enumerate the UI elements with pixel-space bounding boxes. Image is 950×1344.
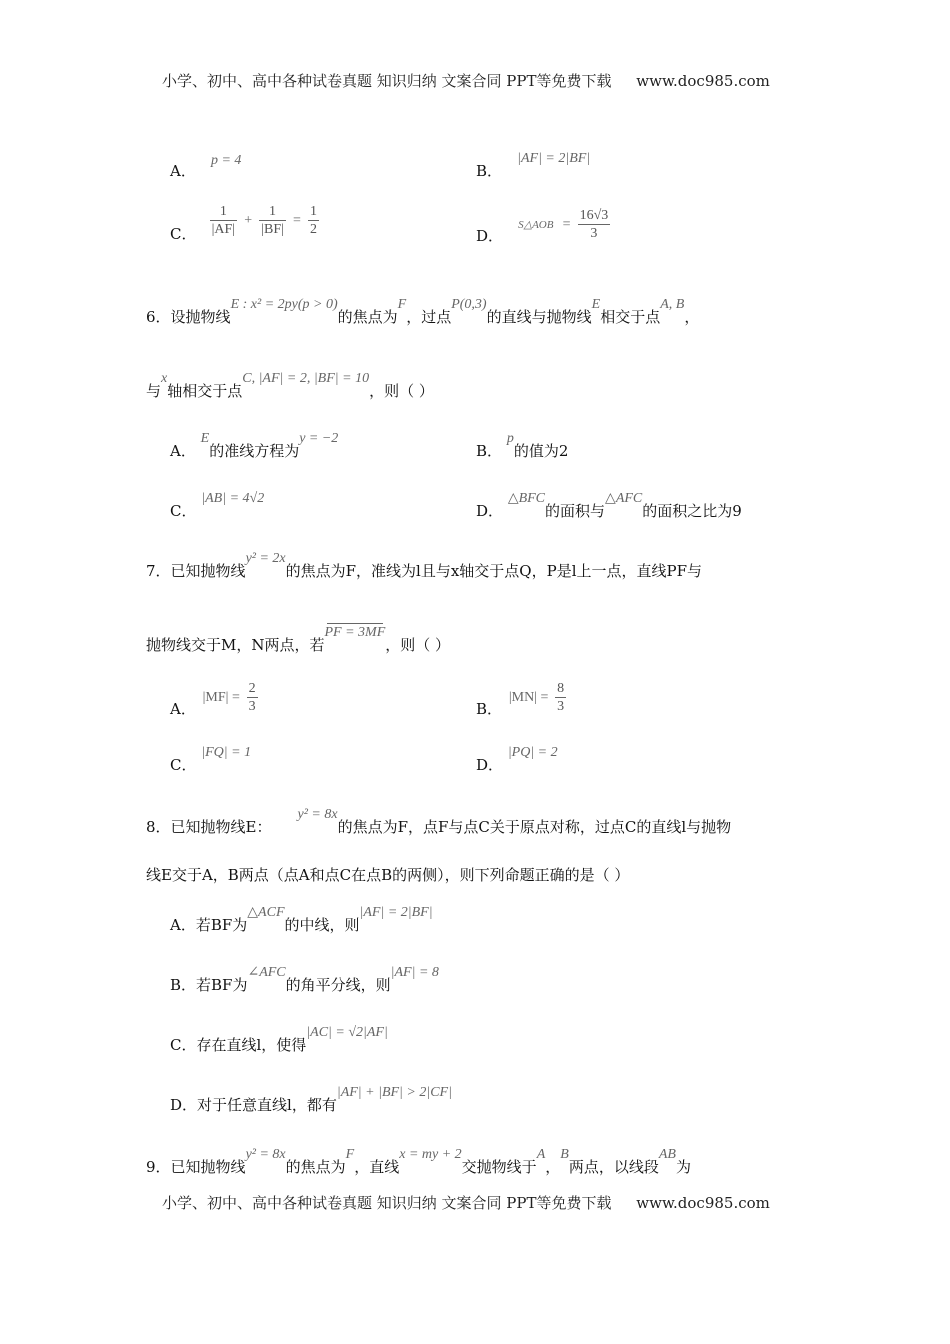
math: △AFC bbox=[605, 491, 643, 506]
q8-option-a bbox=[170, 900, 433, 934]
math: C, |AF| = 2, |BF| = 10 bbox=[242, 371, 370, 386]
q6-line-1 bbox=[146, 292, 700, 326]
text: ， bbox=[684, 308, 700, 326]
text: 的面积与 bbox=[545, 502, 606, 520]
option-label: D． bbox=[170, 1096, 198, 1114]
vector-equation: PF = 3MF bbox=[324, 625, 386, 640]
math: E bbox=[200, 431, 210, 446]
math: |MF| = bbox=[202, 689, 240, 705]
equals-sign: = bbox=[562, 216, 571, 232]
math: y² = 2x bbox=[245, 551, 286, 566]
option-label: A． bbox=[170, 162, 196, 180]
math: |AB| = 4√2 bbox=[201, 491, 265, 506]
option-label: A． bbox=[170, 442, 196, 460]
math: x = my + 2 bbox=[399, 1147, 462, 1162]
option-label: C． bbox=[170, 1036, 197, 1054]
text: ，直线 bbox=[354, 1158, 400, 1176]
option-label: B． bbox=[476, 699, 503, 718]
option-label: A． bbox=[170, 916, 196, 934]
q7-option-c bbox=[170, 740, 252, 774]
q5-option-a bbox=[170, 148, 242, 180]
fraction bbox=[578, 207, 611, 242]
text: 的焦点为F，准线为l且与x轴交于点Q，P是l上一点，直线PF与 bbox=[285, 562, 702, 580]
q7-option-b bbox=[476, 680, 566, 718]
question-number: 8． bbox=[146, 818, 171, 836]
text: 设抛物线 bbox=[170, 308, 231, 326]
math: AB bbox=[658, 1147, 676, 1162]
text: 的焦点为F，点F与点C关于原点对称，过点C的直线l与抛物 bbox=[337, 818, 732, 836]
plus-sign: + bbox=[244, 212, 253, 228]
footer-url: www.doc985.com bbox=[636, 1194, 770, 1212]
option-label: B． bbox=[476, 442, 503, 460]
text: 的角平分线，则 bbox=[285, 976, 391, 994]
q8-option-b bbox=[170, 960, 439, 994]
math: y = −2 bbox=[299, 431, 339, 446]
q6-option-d bbox=[476, 486, 742, 520]
text: 与 bbox=[146, 382, 162, 400]
numerator: 8 bbox=[557, 681, 565, 696]
option-label: D． bbox=[476, 502, 504, 520]
fraction bbox=[247, 680, 258, 715]
math: |AF| = 2|BF| bbox=[359, 905, 433, 920]
fraction bbox=[259, 203, 286, 238]
q7-option-d bbox=[476, 740, 558, 774]
numerator: 1 bbox=[259, 203, 286, 221]
text: 的准线方程为 bbox=[209, 442, 300, 460]
math: E : x² = 2py(p > 0) bbox=[230, 297, 338, 312]
text: 若BF为 bbox=[196, 976, 248, 994]
q5-option-c bbox=[170, 203, 319, 243]
fraction bbox=[210, 203, 238, 238]
text: 两点，以线段 bbox=[568, 1158, 659, 1176]
text: ，过点 bbox=[406, 308, 452, 326]
denominator: |BF| bbox=[261, 222, 284, 237]
q5-option-b bbox=[476, 146, 591, 180]
question-number: 7． bbox=[146, 562, 171, 580]
math: y² = 8x bbox=[297, 807, 338, 822]
text: 为 bbox=[675, 1158, 691, 1176]
q8-line-2: 线E交于A，B两点（点A和点C在点B的两侧），则下列命题正确的是（ ） bbox=[146, 866, 630, 884]
q5-option-d bbox=[476, 207, 610, 245]
text: 的中线，则 bbox=[284, 916, 360, 934]
text: 已知抛物线E： bbox=[170, 818, 272, 836]
header-url: www.doc985.com bbox=[636, 72, 770, 90]
math: |AF| + |BF| > 2|CF| bbox=[336, 1085, 452, 1100]
text: 交抛物线于 bbox=[461, 1158, 537, 1176]
denominator: 3 bbox=[557, 699, 565, 714]
footer-text: 小学、初中、高中各种试卷真题 知识归纳 文案合同 PPT等免费下载 bbox=[162, 1194, 612, 1212]
text: 已知抛物线 bbox=[170, 562, 246, 580]
header-text: 小学、初中、高中各种试卷真题 知识归纳 文案合同 PPT等免费下载 bbox=[162, 72, 612, 90]
text: ， bbox=[545, 1158, 561, 1176]
q8-option-d bbox=[170, 1080, 452, 1114]
math: A bbox=[536, 1147, 546, 1162]
header bbox=[162, 70, 770, 91]
math: A, B bbox=[660, 297, 685, 312]
denominator: |AF| bbox=[211, 222, 236, 237]
fraction bbox=[308, 203, 319, 238]
equals-sign: = bbox=[293, 212, 301, 228]
math: E bbox=[591, 297, 601, 312]
numerator: 2 bbox=[248, 681, 256, 696]
math: x bbox=[161, 371, 168, 386]
option-label: C． bbox=[170, 502, 197, 520]
text: 相交于点 bbox=[600, 308, 661, 326]
math: |AC| = √2|AF| bbox=[306, 1025, 388, 1040]
math: B bbox=[560, 1147, 569, 1162]
text: 若BF为 bbox=[195, 916, 248, 934]
denominator: 3 bbox=[248, 699, 256, 714]
footer bbox=[162, 1192, 770, 1213]
q7-line-2 bbox=[146, 620, 451, 654]
area-symbol: S△AOB bbox=[518, 219, 554, 231]
q6-option-a bbox=[170, 426, 339, 460]
question-number: 9． bbox=[146, 1158, 171, 1176]
option-label: A． bbox=[170, 699, 196, 718]
text: 的焦点为 bbox=[285, 1158, 346, 1176]
math: |MN| = bbox=[508, 689, 549, 705]
q9-line-1 bbox=[146, 1142, 691, 1176]
text: 的焦点为 bbox=[337, 308, 398, 326]
question-number: 6． bbox=[146, 308, 171, 326]
q8-line-1 bbox=[146, 802, 732, 836]
denominator: 2 bbox=[310, 222, 318, 237]
q6-line-2 bbox=[146, 366, 434, 400]
math: ∠AFC bbox=[247, 965, 286, 980]
option-label: D． bbox=[476, 756, 504, 774]
text: 对于任意直线l，都有 bbox=[197, 1096, 337, 1114]
text: ，则（ ） bbox=[385, 636, 451, 654]
q6-option-b bbox=[476, 426, 569, 460]
numerator: 1 bbox=[310, 204, 318, 219]
option-label: D． bbox=[476, 227, 504, 245]
text: 的值为2 bbox=[513, 442, 569, 460]
text: 存在直线l，使得 bbox=[196, 1036, 307, 1054]
option-math: |AF| = 2|BF| bbox=[517, 151, 591, 166]
math: △ACF bbox=[247, 905, 285, 920]
math: |PQ| = 2 bbox=[507, 745, 558, 760]
numerator: 16√3 bbox=[579, 208, 609, 223]
math: P(0,3) bbox=[451, 297, 487, 312]
text: 的直线与抛物线 bbox=[486, 308, 592, 326]
math: p bbox=[506, 431, 514, 446]
q6-option-c bbox=[170, 486, 265, 520]
q8-option-c bbox=[170, 1020, 388, 1054]
math: △BFC bbox=[507, 491, 546, 506]
math: |AF| = 8 bbox=[390, 965, 439, 980]
option-label: C． bbox=[170, 225, 197, 243]
text: ，则（ ） bbox=[369, 382, 434, 400]
text: 的面积之比为9 bbox=[642, 502, 742, 520]
fraction bbox=[555, 680, 566, 715]
option-math: p = 4 bbox=[210, 153, 242, 168]
option-label: C． bbox=[170, 756, 197, 774]
math: y² = 8x bbox=[245, 1147, 286, 1162]
q7-option-a bbox=[170, 680, 258, 718]
text: 已知抛物线 bbox=[170, 1158, 246, 1176]
math: F bbox=[345, 1147, 355, 1162]
q7-line-1 bbox=[146, 546, 702, 580]
text: 抛物线交于M，N两点，若 bbox=[146, 636, 325, 654]
option-label: B． bbox=[170, 976, 197, 994]
math: F bbox=[397, 297, 407, 312]
numerator: 1 bbox=[210, 203, 238, 221]
denominator: 3 bbox=[590, 226, 598, 241]
option-label: B． bbox=[476, 162, 503, 180]
math: |FQ| = 1 bbox=[201, 745, 252, 760]
text: 轴相交于点 bbox=[167, 382, 243, 400]
